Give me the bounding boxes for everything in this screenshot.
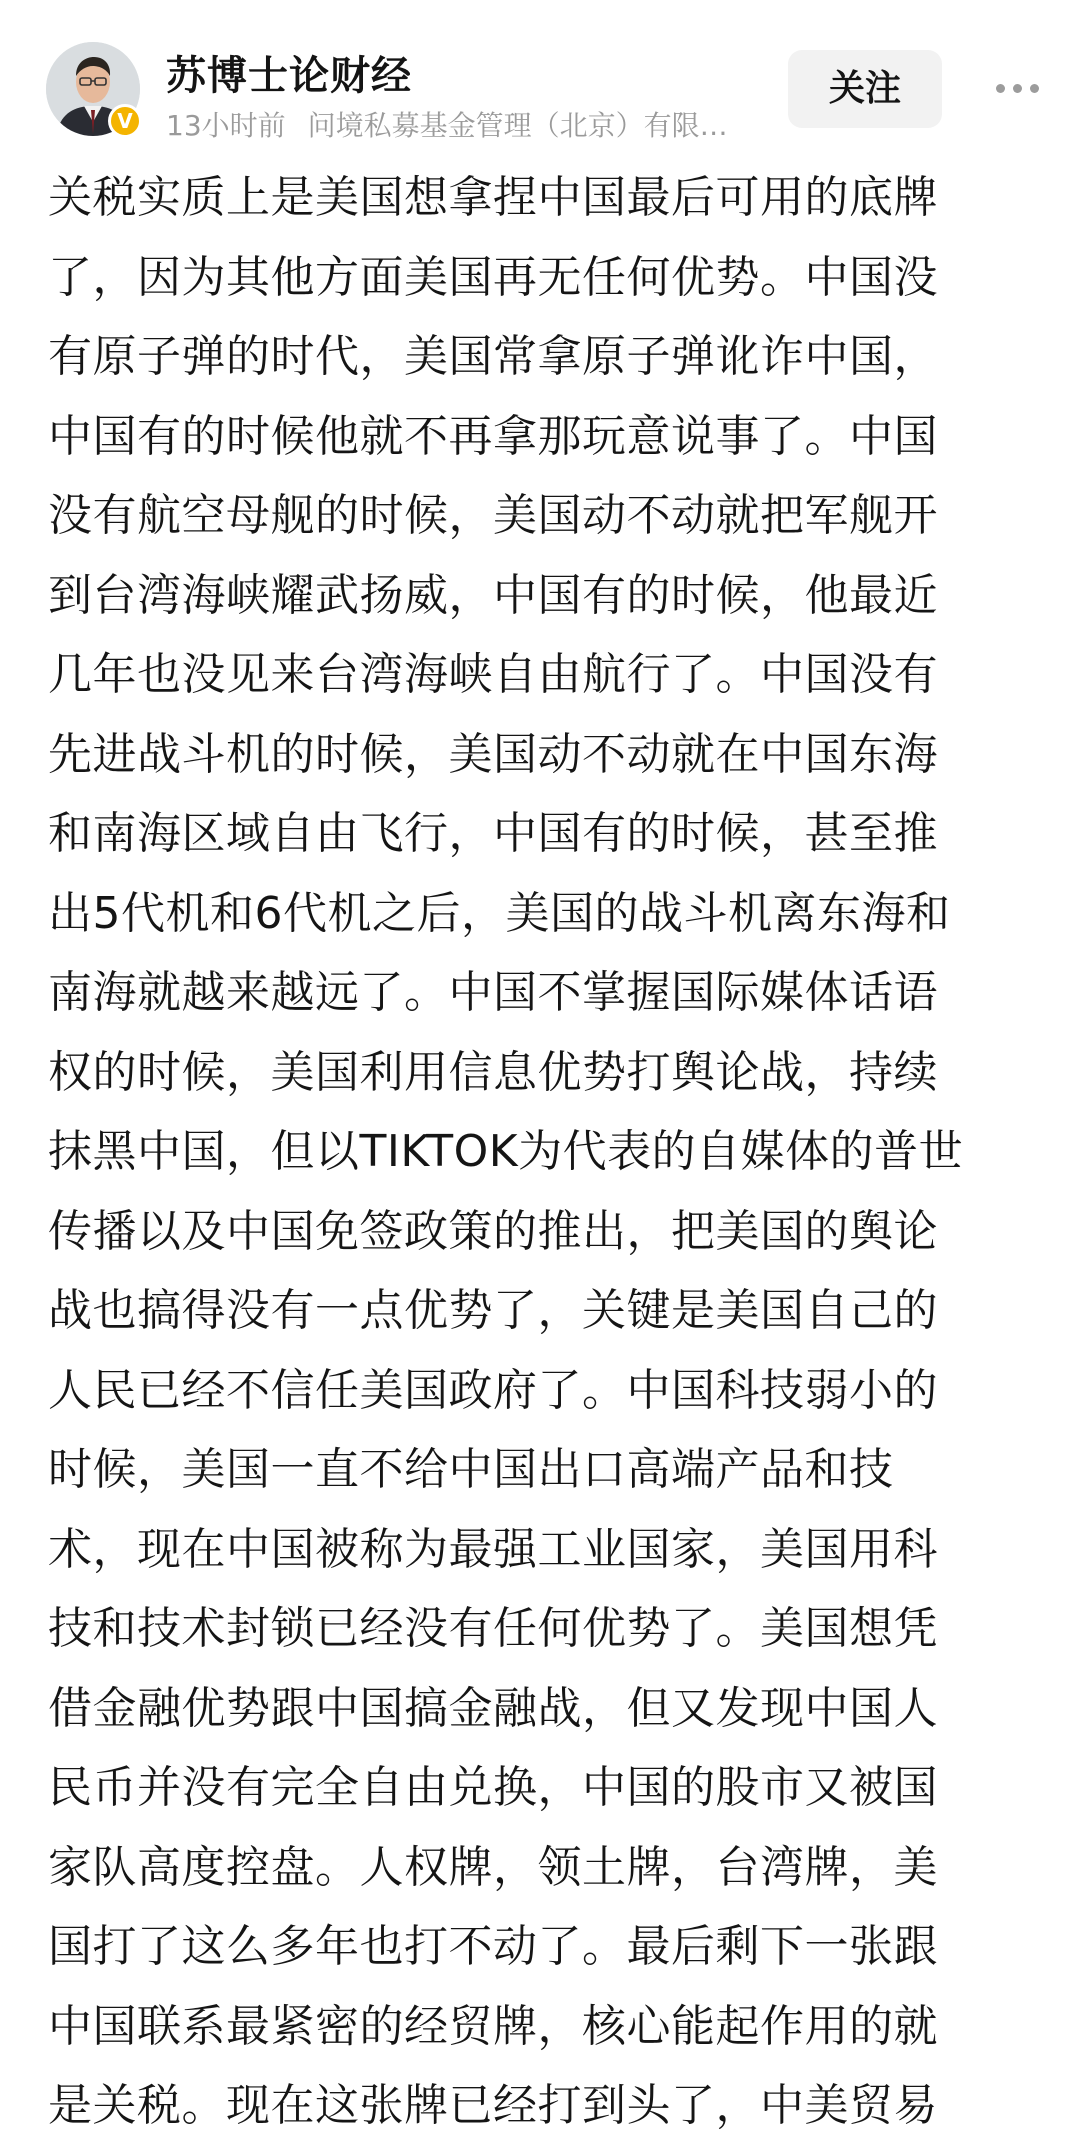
article-line: 中国联系最紧密的经贸牌，核心能起作用的就: [48, 2000, 938, 2052]
article-line: 是关税。现在这张牌已经打到头了，中美贸易: [48, 2080, 938, 2131]
article-line: 关税实质上是美国想拿捏中国最后可用的底牌: [48, 172, 938, 223]
article-line: 国打了这么多年也打不动了。最后剩下一张跟: [48, 1921, 938, 1972]
article-line: 时候，美国一直不给中国出口高端产品和技: [48, 1444, 894, 1495]
article-line: 有原子弹的时代，美国常拿原子弹讹诈中国，: [48, 331, 938, 382]
article-line: 中国有的时候他就不再拿那玩意说事了。中国: [48, 410, 938, 462]
article-line: 南海就越来越远了。中国不掌握国际媒体话语: [48, 967, 938, 1018]
article-line: 传播以及中国免签政策的推出，把美国的舆论: [48, 1205, 938, 1257]
post-meta: [166, 104, 728, 144]
article-line: 民币并没有完全自由兑换，中国的股市又被国: [48, 1762, 938, 1813]
article-line: 先进战斗机的时候，美国动不动就在中国东海: [48, 728, 938, 780]
author-organization: 问境私募基金管理（北京）有限…: [307, 109, 728, 142]
article-line: 人民已经不信任美国政府了。中国科技弱小的: [48, 1364, 938, 1416]
article-line: 权的时候，美国利用信息优势打舆论战，持续: [48, 1046, 938, 1098]
author-name[interactable]: 苏博士论财经: [166, 53, 412, 99]
follow-button[interactable]: 关注: [788, 50, 942, 128]
article-body: [48, 158, 1048, 2146]
article-line: 没有航空母舰的时候，美国动不动就把军舰开: [48, 490, 938, 541]
article-line: 战也搞得没有一点优势了，关键是美国自己的: [48, 1285, 938, 1336]
article-line: 到台湾海峡耀武扬威，中国有的时候，他最近: [48, 569, 938, 621]
post-header: [0, 0, 1080, 150]
article-line: 了，因为其他方面美国再无任何优势。中国没: [48, 251, 938, 303]
article-line: 借金融优势跟中国搞金融战，但又发现中国人: [48, 1682, 938, 1734]
more-options-icon[interactable]: [996, 82, 1040, 96]
article-line: 出5代机和6代机之后，美国的战斗机离东海和: [48, 887, 951, 939]
article-line: 和南海区域自由飞行，中国有的时候，甚至推: [48, 808, 938, 859]
article-line: 术，现在中国被称为最强工业国家，美国用科: [48, 1523, 938, 1575]
article-line: 技和技术封锁已经没有任何优势了。美国想凭: [48, 1603, 938, 1654]
post-time: 13小时前: [166, 109, 286, 142]
article-line: 家队高度控盘。人权牌，领土牌，台湾牌，美: [48, 1841, 938, 1893]
article-line: 几年也没见来台湾海峡自由航行了。中国没有: [48, 649, 938, 700]
verified-badge-icon: V: [108, 104, 142, 138]
article-line: 抹黑中国，但以TIKTOK为代表的自媒体的普世: [48, 1126, 964, 1177]
